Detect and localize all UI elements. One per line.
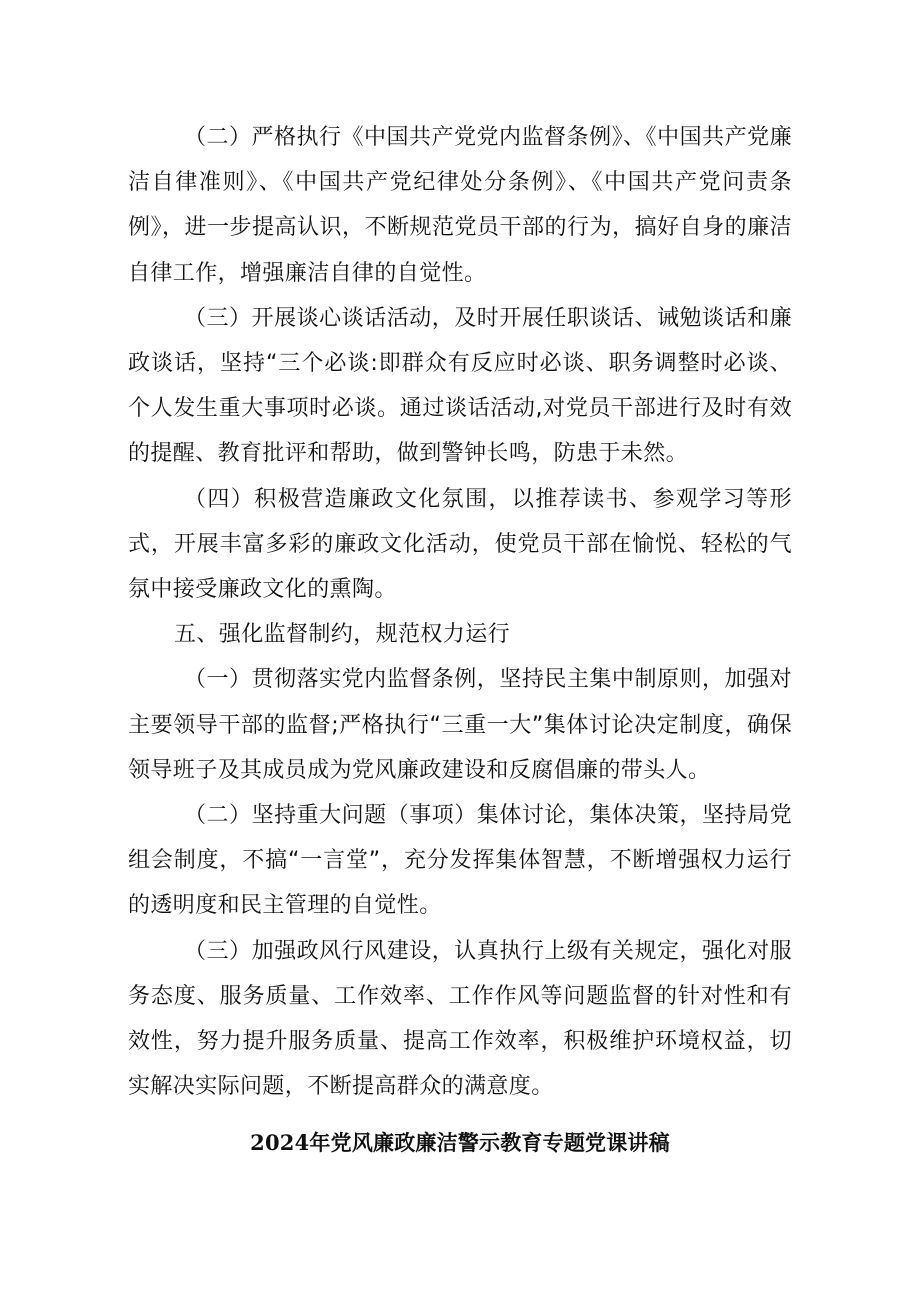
paragraph-work-style: （三）加强政风行风建设，认真执行上级有关规定，强化对服务态度、服务质量、工作效率、工作作风等问题监督的针对性和有效性，努力提升服务质量、提高工作效率，积极维护环境权益，切实解决实际问题，不断提高群众的满意度。	[128, 938, 792, 1100]
paragraph-democratic-centralism: （一）贯彻落实党内监督条例，坚持民主集中制原则，加强对主要领导干部的监督;严格执行“三重一大”集体讨论决定制度，确保领导班子及其成员成为党风廉政建设和反腐倡廉的带头人。	[128, 667, 792, 783]
document-body	[128, 115, 792, 1109]
paragraph-integrity-culture: （四）积极营造廉政文化氛围，以推荐读书、参观学习等形式，开展丰富多彩的廉政文化活动，使党员干部在愉悦、轻松的气氛中接受廉政文化的熏陶。	[128, 486, 792, 603]
paragraph-heart-to-heart-talks: （三）开展谈心谈话活动，及时开展任职谈话、诫勉谈话和廉政谈话，坚持“三个必谈:即群众有反应时必谈、职务调整时必谈、个人发生重大事项时必谈。通过谈话活动,对党员干部进行及时有效的提醒、教育批评和帮助，做到警钟长鸣，防患于未然。	[128, 305, 792, 467]
next-document-title: 2024年党风廉政廉洁警示教育专题党课讲稿	[250, 1130, 670, 1155]
section-heading-oversight: 五、强化监督制约，规范权力运行	[174, 622, 511, 648]
paragraph-supervision-regulations: （二）严格执行《中国共产党党内监督条例》、《中国共产党廉洁自律准则》、《中国共产党纪律处分条例》、《中国共产党问责条例》，进一步提高认识，不断规范党员干部的行为，搞好自身的廉洁自律工作，增强廉洁自律的自觉性。	[128, 125, 792, 286]
paragraph-collective-decision: （二）坚持重大问题（事项）集体讨论，集体决策，坚持局党组会制度，不搞“一言堂”，充分发挥集体智慧，不断增强权力运行的透明度和民主管理的自觉性。	[128, 803, 792, 919]
